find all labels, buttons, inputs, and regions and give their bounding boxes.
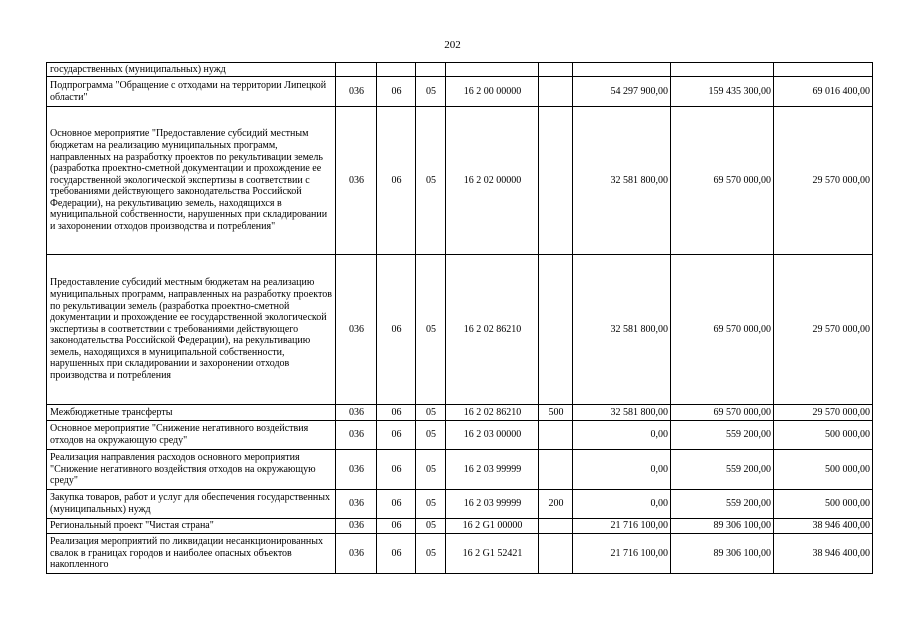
expense-type-code: [539, 63, 573, 77]
table-row: [47, 77, 873, 107]
amount-year-1: 54 297 900,00: [573, 77, 671, 107]
amount-year-3: 29 570 000,00: [774, 107, 873, 255]
table-body: [47, 63, 873, 574]
amount-year-1: 32 581 800,00: [573, 107, 671, 255]
row-name: Подпрограмма "Обращение с отходами на территории Липецкой области": [47, 77, 336, 107]
amount-year-2: 69 570 000,00: [671, 405, 774, 421]
table-row: [47, 255, 873, 405]
subsection-code: 05: [416, 255, 446, 405]
amount-year-1: 0,00: [573, 450, 671, 490]
amount-year-3: 29 570 000,00: [774, 255, 873, 405]
target-item-code: 16 2 G1 52421: [446, 534, 539, 574]
admin-code: 036: [336, 421, 377, 450]
target-item-code: 16 2 02 86210: [446, 255, 539, 405]
table-row: [47, 405, 873, 421]
table-row: [47, 421, 873, 450]
target-item-code: 16 2 03 99999: [446, 490, 539, 519]
amount-year-3: 500 000,00: [774, 450, 873, 490]
admin-code: 036: [336, 519, 377, 534]
admin-code: [336, 63, 377, 77]
amount-year-2: 559 200,00: [671, 450, 774, 490]
amount-year-1: 21 716 100,00: [573, 534, 671, 574]
expense-type-code: [539, 421, 573, 450]
target-item-code: 16 2 G1 00000: [446, 519, 539, 534]
admin-code: 036: [336, 405, 377, 421]
target-item-code: [446, 63, 539, 77]
expense-type-code: [539, 519, 573, 534]
section-code: 06: [377, 405, 416, 421]
admin-code: 036: [336, 107, 377, 255]
amount-year-3: 500 000,00: [774, 421, 873, 450]
admin-code: 036: [336, 77, 377, 107]
row-name: Предоставление субсидий местным бюджетам на реализацию муниципальных программ, направленных на разработку проектов по рекультивации земель (разработка проектно-сметной документации и прохождение ее государственной экологической экспертизы в соответствии с требованиями действующего законодательства Российской Федерации), на рекультивацию земель, находящихся в муниципальной собственности, нарушенных при складировании и захоронении отходов производства и потребления: [47, 255, 336, 405]
amount-year-2: 69 570 000,00: [671, 107, 774, 255]
amount-year-2: 159 435 300,00: [671, 77, 774, 107]
row-name: Основное мероприятие "Снижение негативного воздействия отходов на окружающую среду": [47, 421, 336, 450]
target-item-code: 16 2 00 00000: [446, 77, 539, 107]
section-code: 06: [377, 255, 416, 405]
subsection-code: 05: [416, 490, 446, 519]
subsection-code: [416, 63, 446, 77]
amount-year-2: [671, 63, 774, 77]
row-name: государственных (муниципальных) нужд: [47, 63, 336, 77]
admin-code: 036: [336, 255, 377, 405]
expense-type-code: [539, 450, 573, 490]
expense-type-code: [539, 255, 573, 405]
section-code: 06: [377, 77, 416, 107]
subsection-code: 05: [416, 534, 446, 574]
amount-year-2: 559 200,00: [671, 421, 774, 450]
expense-type-code: 500: [539, 405, 573, 421]
table-row: [47, 490, 873, 519]
subsection-code: 05: [416, 77, 446, 107]
section-code: 06: [377, 519, 416, 534]
amount-year-1: [573, 63, 671, 77]
budget-table: [46, 62, 873, 574]
amount-year-2: 89 306 100,00: [671, 519, 774, 534]
section-code: 06: [377, 107, 416, 255]
amount-year-3: 29 570 000,00: [774, 405, 873, 421]
expense-type-code: [539, 534, 573, 574]
amount-year-3: 69 016 400,00: [774, 77, 873, 107]
subsection-code: 05: [416, 107, 446, 255]
admin-code: 036: [336, 450, 377, 490]
expense-type-code: [539, 77, 573, 107]
admin-code: 036: [336, 534, 377, 574]
amount-year-3: 500 000,00: [774, 490, 873, 519]
target-item-code: 16 2 02 00000: [446, 107, 539, 255]
target-item-code: 16 2 03 99999: [446, 450, 539, 490]
amount-year-2: 69 570 000,00: [671, 255, 774, 405]
section-code: 06: [377, 534, 416, 574]
subsection-code: 05: [416, 519, 446, 534]
row-name: Реализация направления расходов основного мероприятия "Снижение негативного воздействия отходов на окружающую среду": [47, 450, 336, 490]
amount-year-1: 0,00: [573, 421, 671, 450]
subsection-code: 05: [416, 450, 446, 490]
expense-type-code: [539, 107, 573, 255]
subsection-code: 05: [416, 405, 446, 421]
amount-year-1: 32 581 800,00: [573, 405, 671, 421]
section-code: 06: [377, 490, 416, 519]
row-name: Основное мероприятие "Предоставление субсидий местным бюджетам на реализацию муниципальных программ, направленных на разработку проектов по рекультивации земель (разработка проектно-сметной документации и прохождение ее государственной экологической экспертизы в соответствии с требованиями действующего законодательства Российской Федерации), на рекультивацию земель, находящихся в муниципальной собственности, нарушенных при складировании и захоронении отходов производства и потребления": [47, 107, 336, 255]
table-row: [47, 519, 873, 534]
amount-year-2: 89 306 100,00: [671, 534, 774, 574]
table-row: [47, 450, 873, 490]
amount-year-1: 32 581 800,00: [573, 255, 671, 405]
table-row: [47, 63, 873, 77]
target-item-code: 16 2 02 86210: [446, 405, 539, 421]
row-name: Региональный проект "Чистая страна": [47, 519, 336, 534]
section-code: 06: [377, 421, 416, 450]
admin-code: 036: [336, 490, 377, 519]
amount-year-2: 559 200,00: [671, 490, 774, 519]
table-row: [47, 107, 873, 255]
table-row: [47, 534, 873, 574]
target-item-code: 16 2 03 00000: [446, 421, 539, 450]
amount-year-3: 38 946 400,00: [774, 519, 873, 534]
page-number: 202: [444, 39, 461, 51]
amount-year-1: 0,00: [573, 490, 671, 519]
row-name: Межбюджетные трансферты: [47, 405, 336, 421]
amount-year-3: 38 946 400,00: [774, 534, 873, 574]
expense-type-code: 200: [539, 490, 573, 519]
section-code: 06: [377, 450, 416, 490]
subsection-code: 05: [416, 421, 446, 450]
row-name: Закупка товаров, работ и услуг для обеспечения государственных (муниципальных) нужд: [47, 490, 336, 519]
section-code: [377, 63, 416, 77]
amount-year-3: [774, 63, 873, 77]
amount-year-1: 21 716 100,00: [573, 519, 671, 534]
row-name: Реализация мероприятий по ликвидации несанкционированных свалок в границах городов и наиболее опасных объектов накопленного: [47, 534, 336, 574]
